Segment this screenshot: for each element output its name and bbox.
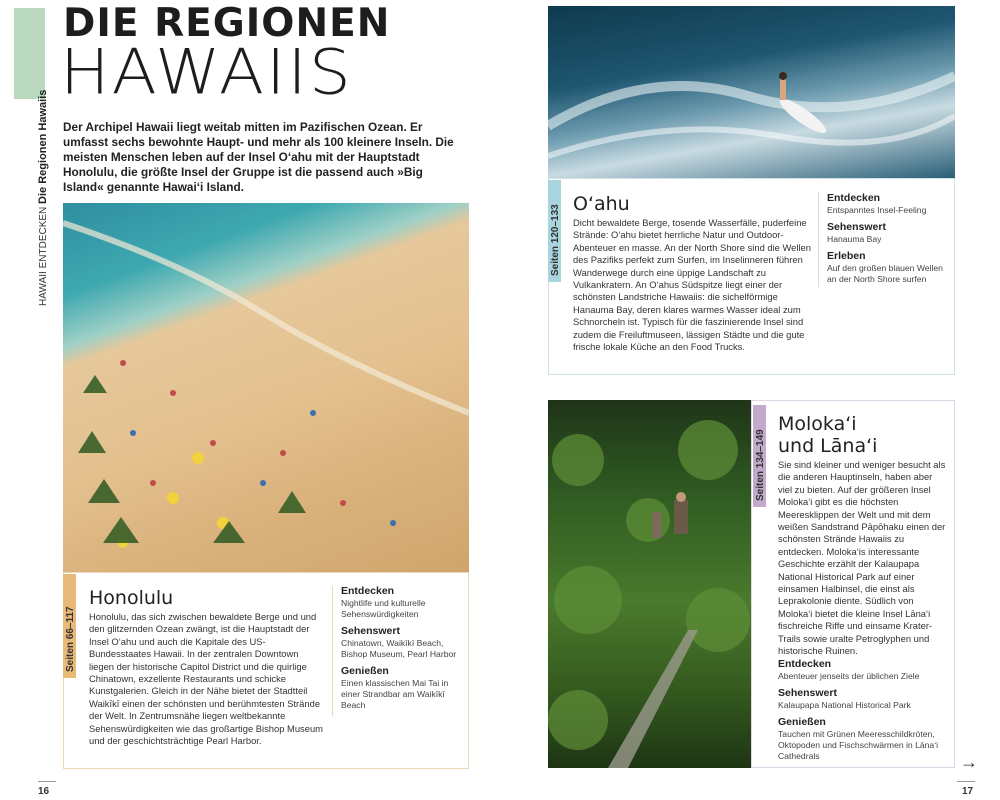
sidebar-text: Auf den großen blauen Wellen an der North Shore surfen [827,263,943,284]
divider [332,586,333,716]
sidebar-text: Hanauma Bay [827,234,882,244]
page-title-top: DIE REGIONEN [63,1,391,46]
sidebar-heading: Entdecken [341,585,395,597]
page-number-left: 16 [38,786,50,797]
next-page-arrow-icon[interactable]: → [960,752,978,772]
accent-bar [14,8,45,99]
page-tab-oahu [548,180,561,282]
sidebar-text: Kalaupapa National Historical Park [778,700,911,710]
running-header [33,89,53,306]
sidebar-heading: Sehenswert [341,625,400,637]
region-body-oahu: Dicht bewaldete Berge, tosende Wasserfälle, puderfeine Strände: Oʻahu bietet herrliche Natur und Outdoor-Abenteuer en masse. An der North Shore sind die Wellen des Pazifiks perfekt zum Surfen, im Inselinneren führen Wanderwege durch eine üppige Landschaft zu Vulkankratern. An Oʻahus Südspitze liegt einer der schönsten Landstriche Hawaiis: die sichelförmige Hanauma Bay, deren klares warmes Wasser ideal zum Schnorcheln ist. Typisch für die faszinierende Insel sind zudem die Freiluftmuseen, lässigen Städte und die gute frische lokale Küche an den Food Trucks. [573,217,811,353]
page-title-main: HAWAIIS [60,35,353,109]
intro-text: Der Archipel Hawaii liegt weitab mitten im Pazifischen Ozean. Er umfasst sechs bewohnte Haupt- und mehr als 100 kleinere Inseln. Die meisten Menschen leben auf der Insel Oʻahu mit der Hauptstadt Honolulu, die größte Insel der Gruppe ist die passend auch »Big Island« genannte Hawaiʻi Island. [63,120,454,194]
region-title-molokai [778,413,877,457]
sidebar-heading: Erleben [827,250,866,262]
page-range-honolulu: Seiten 66–117 [65,606,76,672]
divider [818,192,819,287]
sidebar-text: Chinatown, Waikīkī Beach, Bishop Museum, Pearl Harbor [341,638,457,659]
region-title-oahu: Oʻahu [573,193,630,215]
page-tab-molokai [753,405,766,507]
sidebar-text: Nightlife und kulturelle Sehenswürdigkeiten [341,598,426,619]
sidebar-text: Abenteuer jenseits der üblichen Ziele [778,671,920,681]
region-body-honolulu: Honolulu, das sich zwischen bewaldete Berge und und den glitzernden Ozean zwängt, ist die Hauptstadt der Insel Oʻahu und auch die Kapitale des US-Bundesstaates Hawaii. In der zentralen Downtown liegen der historische Capitol District und die quirlige Chinatown, exzellente Restaurants und schicke Kunstgalerien. Gleich in der Nähe bietet der Stadtteil Waikīkī einen der schönsten und berühmtesten Strände der Welt. In Zentrumsnähe liegen weltbekannte Sehenswürdigkeiten wie das großartige Bishop Museum und der geschichtsträchtige Pearl Harbor. [89,611,323,747]
running-header-section: HAWAII ENTDECKEN [38,206,49,306]
sidebar-heading: Sehenswert [778,687,837,699]
region-body-molokai: Sie sind kleiner und weniger besucht als die anderen Hauptinseln, haben aber viel zu bieten. Auf der größeren Insel Molokaʻi gibt es die höchsten Meeresklippen der Welt und mit dem weißen Sandstrand Pāpōhaku einen der schönsten Strände Hawaiis zu entdecken. Molokaʻis interessante Geschichte erzählt der Kalaupapa National Historical Park auf einer einsamen Halbinsel, die einst als Leprakolonie diente. Südlich von Molokaʻi bietet die kleine Insel Lānaʻi fischreiche Riffe und einsame Krater-Trails sowie uralte Petroglyphen und historische Ruinen. [778,459,946,657]
region-title-line: Molokaʻi [778,413,857,435]
page-number-rule [957,781,975,782]
running-header-title: Die Regionen Hawaiis [37,89,49,204]
page-tab-honolulu [63,574,76,678]
sidebar-heading: Entdecken [778,658,832,670]
sidebar-molokai [778,658,950,767]
forest-photo [548,400,751,768]
sidebar-oahu [827,192,949,290]
sidebar-heading: Entdecken [827,192,881,204]
page-number-right: 17 [962,786,974,797]
sidebar-text: Entspanntes Insel-Feeling [827,205,927,215]
beach-photo [63,203,469,572]
region-title-line: und Lānaʻi [778,435,878,457]
sidebar-heading: Genießen [341,665,389,677]
page-range-molokai: Seiten 134–149 [755,429,766,501]
sidebar-text: Tauchen mit Grünen Meeresschildkröten, Oktopoden und Fischschwärmen in Lānaʻi Cathedrals [778,729,939,761]
surf-photo [548,6,955,178]
sidebar-honolulu [341,585,463,716]
sidebar-heading: Genießen [778,716,826,728]
page-number-rule [38,781,56,782]
page-range-oahu: Seiten 120–133 [550,204,561,276]
region-title-honolulu: Honolulu [89,587,174,609]
sidebar-heading: Sehenswert [827,221,886,233]
sidebar-text: Einen klassischen Mai Tai in einer Strandbar am Waikīkī Beach [341,678,449,710]
